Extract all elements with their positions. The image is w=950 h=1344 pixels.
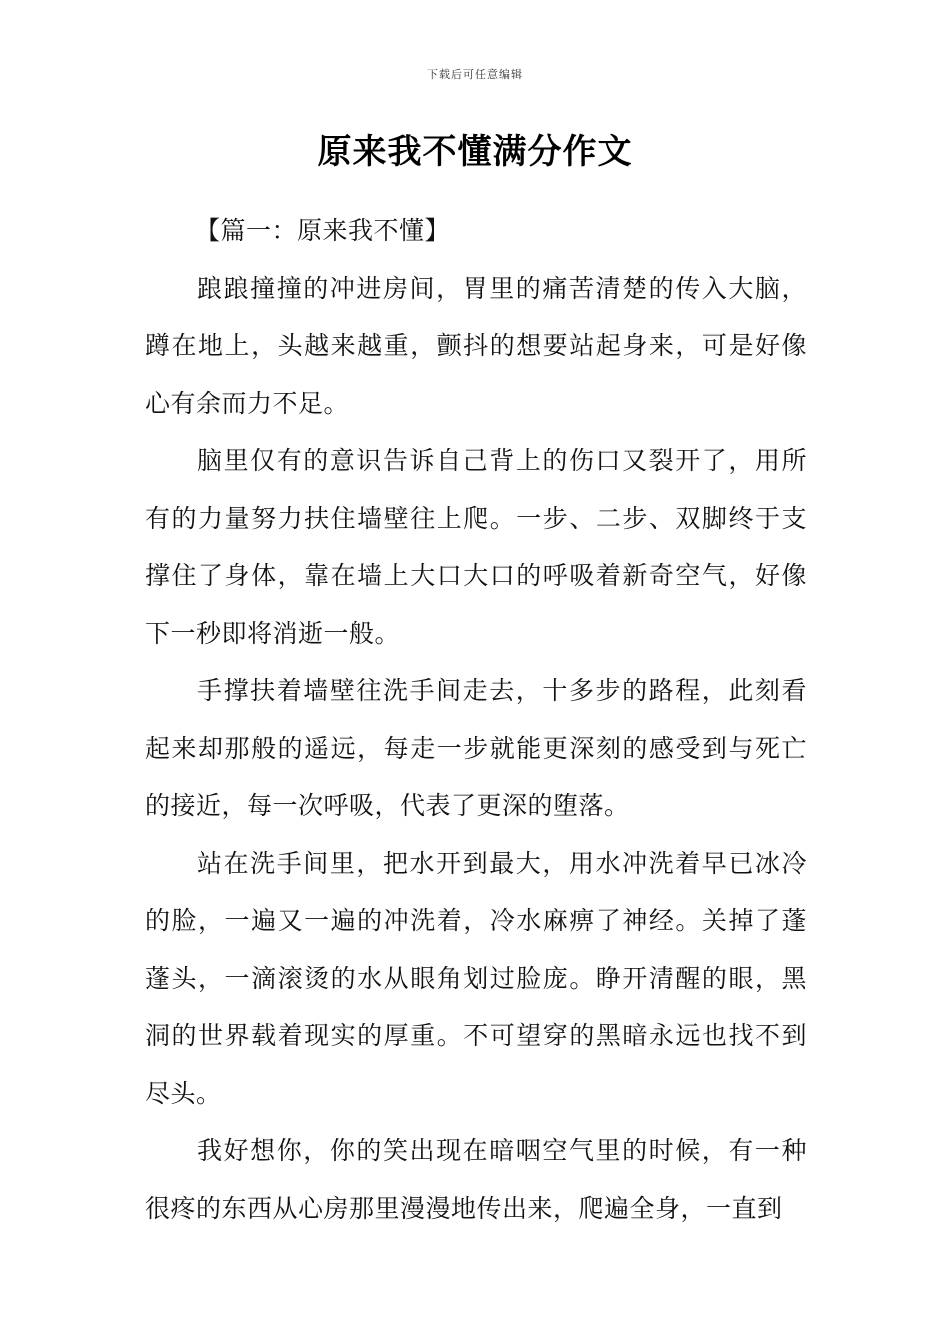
paragraph-4: 站在洗手间里，把水开到最大，用水冲洗着早已冰冷的脸，一遍又一遍的冲洗着，冷水麻痹了神经。关掉了蓬蓬头，一滴滚烫的水从眼角划过脸庞。睁开清醒的眼，黑洞的世界载着现实的厚重。不可望穿的黑暗永远也找不到尽头。 <box>145 848 807 1108</box>
paragraph-2: 脑里仅有的意识告诉自己背上的伤口又裂开了，用所有的力量努力扶住墙壁往上爬。一步、二步、双脚终于支撑住了身体，靠在墙上大口大口的呼吸着新奇空气，好像下一秒即将消逝一般。 <box>145 446 807 648</box>
paragraph-5: 我好想你，你的笑出现在暗咽空气里的时候，有一种很疼的东西从心房那里漫漫地传出来，爬遍全身，一直到 <box>145 1136 807 1223</box>
paragraph-1: 踉踉撞撞的冲进房间，胃里的痛苦清楚的传入大脑，蹲在地上，头越来越重，颤抖的想要站起身来，可是好像心有余而力不足。 <box>145 273 807 418</box>
paragraph-3: 手撑扶着墙壁往洗手间走去，十多步的路程，此刻看起来却那般的遥远，每走一步就能更深刻的感受到与死亡的接近，每一次呼吸，代表了更深的堕落。 <box>145 676 807 820</box>
document-title: 原来我不懂满分作文 <box>317 132 633 172</box>
document-body <box>145 202 807 1237</box>
header-note: 下载后可任意编辑 <box>427 68 523 81</box>
section-heading: 【篇一：原来我不懂】 <box>195 216 451 245</box>
